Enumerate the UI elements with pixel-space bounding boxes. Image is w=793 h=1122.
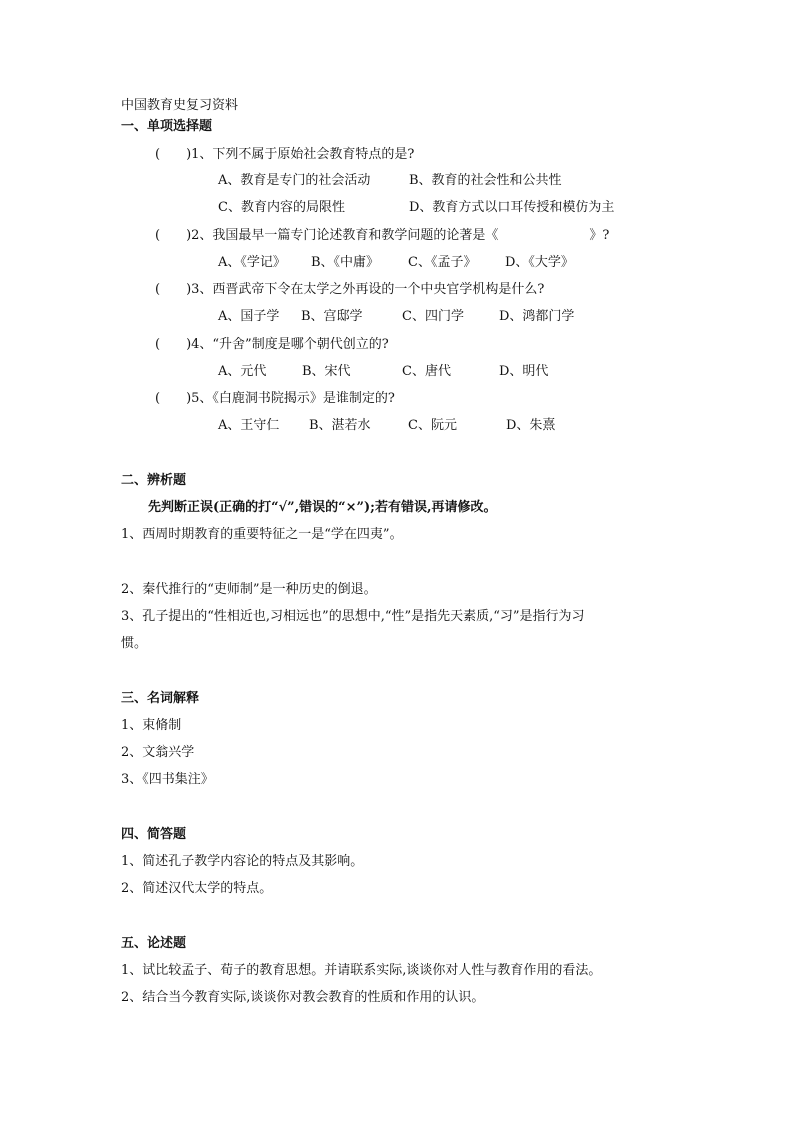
section-heading-essay: 五、论述题 bbox=[121, 936, 187, 951]
analysis-item-3-continued: 惯。 bbox=[121, 636, 148, 651]
question-1-option-c: C、教育内容的局限性 bbox=[218, 200, 345, 215]
section-heading-short-answer: 四、简答题 bbox=[121, 827, 187, 842]
document-title: 中国教育史复习资料 bbox=[121, 98, 239, 113]
short-answer-item-2: 2、简述汉代太学的特点。 bbox=[121, 881, 273, 896]
question-3-option-c: C、四门学 bbox=[402, 309, 464, 324]
question-3-stem: ( )3、西晋武帝下令在太学之外再设的一个中央官学机构是什么? bbox=[155, 282, 545, 297]
term-item-2: 2、文翁兴学 bbox=[121, 745, 195, 760]
question-2-option-b: B、《中庸》 bbox=[311, 255, 380, 270]
analysis-item-3: 3、孔子提出的“性相近也,习相远也”的思想中,“性”是指先天素质,“习”是指行为习 bbox=[121, 609, 585, 624]
section-heading-choice: 一、单项选择题 bbox=[121, 119, 213, 134]
question-4-option-b: B、宋代 bbox=[302, 364, 351, 379]
question-3-option-d: D、鸿都门学 bbox=[499, 309, 575, 324]
question-4-option-d: D、明代 bbox=[499, 364, 549, 379]
question-3-option-a: A、国子学 bbox=[218, 309, 280, 324]
question-1-option-a: A、教育是专门的社会活动 bbox=[218, 173, 371, 188]
question-5-option-a: A、王守仁 bbox=[218, 418, 280, 433]
question-4-option-a: A、元代 bbox=[218, 364, 267, 379]
analysis-item-1: 1、西周时期教育的重要特征之一是“学在四夷”。 bbox=[121, 527, 403, 542]
term-item-3: 3、《四书集注》 bbox=[121, 772, 214, 787]
section-heading-terms: 三、名词解释 bbox=[121, 691, 200, 706]
essay-item-2: 2、结合当今教育实际,谈谈你对教会教育的性质和作用的认识。 bbox=[121, 990, 485, 1005]
short-answer-item-1: 1、简述孔子教学内容论的特点及其影响。 bbox=[121, 854, 364, 869]
question-5-option-b: B、湛若水 bbox=[309, 418, 371, 433]
question-5-option-d: D、朱熹 bbox=[506, 418, 556, 433]
section-heading-analysis: 二、辨析题 bbox=[121, 473, 187, 488]
question-4-stem: ( )4、“升舍”制度是哪个朝代创立的? bbox=[155, 337, 389, 352]
analysis-item-2: 2、秦代推行的“吏师制”是一种历史的倒退。 bbox=[121, 582, 377, 597]
question-1-stem: ( )1、下列不属于原始社会教育特点的是? bbox=[155, 147, 415, 162]
question-2-option-a: A、《学记》 bbox=[218, 255, 286, 270]
analysis-instruction: 先判断正误(正确的打“√”,错误的“×”);若有错误,再请修改。 bbox=[148, 500, 497, 515]
question-1-option-d: D、教育方式以口耳传授和模仿为主 bbox=[409, 200, 615, 215]
question-2-option-d: D、《大学》 bbox=[505, 255, 574, 270]
question-2-stem: ( )2、我国最早一篇专门论述教育和教学问题的论著是《 》? bbox=[155, 228, 610, 243]
question-3-option-b: B、宫邸学 bbox=[301, 309, 363, 324]
essay-item-1: 1、试比较孟子、荀子的教育思想。并请联系实际,谈谈你对人性与教育作用的看法。 bbox=[121, 963, 602, 978]
question-5-stem: ( )5、《白鹿洞书院揭示》是谁制定的? bbox=[155, 391, 395, 406]
term-item-1: 1、束脩制 bbox=[121, 718, 182, 733]
question-1-option-b: B、教育的社会性和公共性 bbox=[409, 173, 562, 188]
question-2-option-c: C、《孟子》 bbox=[408, 255, 477, 270]
question-5-option-c: C、阮元 bbox=[408, 418, 457, 433]
question-4-option-c: C、唐代 bbox=[402, 364, 451, 379]
